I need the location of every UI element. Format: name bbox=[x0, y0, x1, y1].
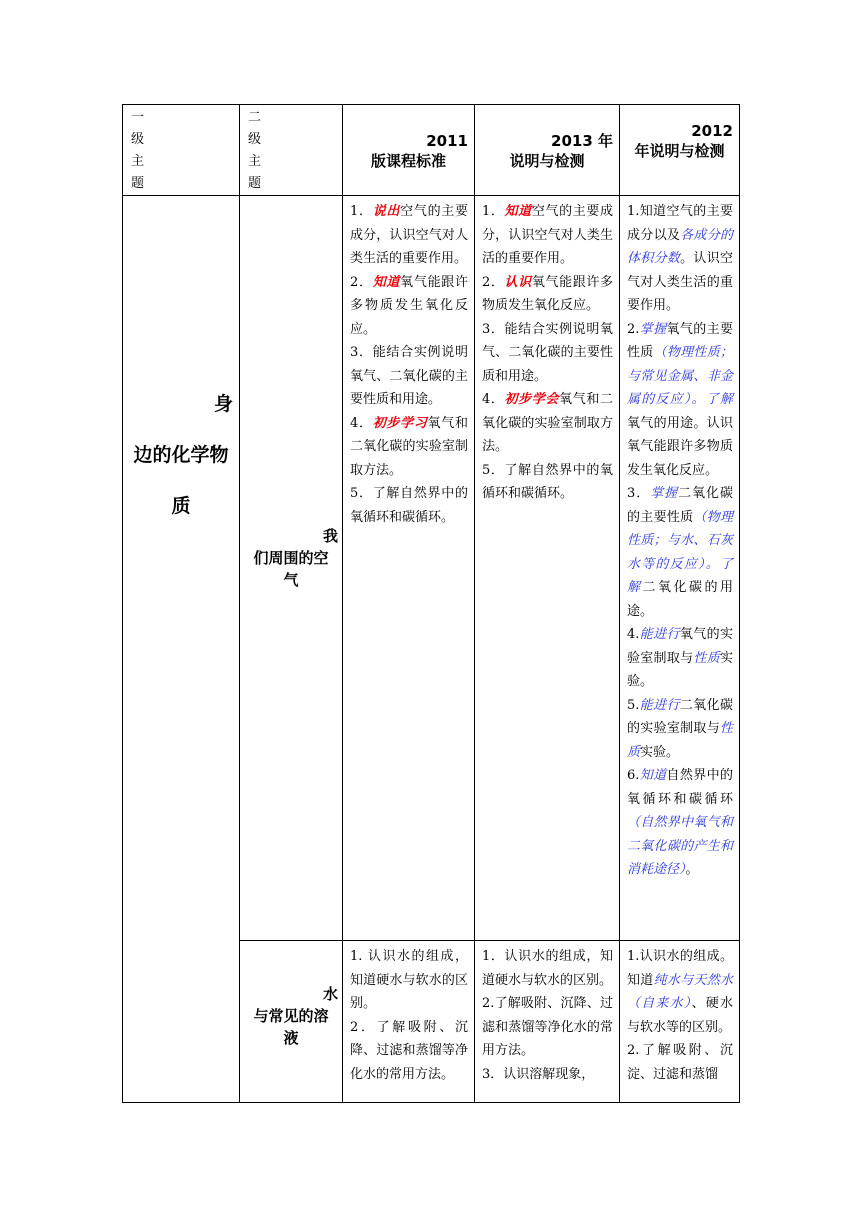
std2011-cell bbox=[343, 196, 475, 941]
body-text: 4. bbox=[627, 627, 640, 642]
body-text: 5．了解自然界中的氧循环和碳循环。 bbox=[350, 486, 468, 525]
body-text: 氧气和二氧化碳的实验室制取方法。 bbox=[350, 415, 468, 478]
exp2013-cell bbox=[475, 941, 620, 1103]
header-line: 2013 年 bbox=[551, 132, 613, 150]
header-line: 版课程标准 bbox=[370, 152, 446, 170]
emphasis-text: 掌握 bbox=[639, 321, 667, 337]
emphasis-text: 各成分的体积分数 bbox=[627, 227, 733, 266]
header-2011-standard bbox=[343, 105, 475, 196]
topic-line: 水 bbox=[322, 984, 338, 1003]
std2011-cell bbox=[343, 941, 475, 1103]
cell-paragraph bbox=[350, 1016, 468, 1087]
body-text: 1．认识水的组成，知道硬水与软水的区别。 bbox=[482, 949, 613, 988]
cell-paragraph bbox=[627, 694, 733, 765]
cell-paragraph bbox=[350, 412, 468, 483]
body-text: 二氧化碳的主要性质 bbox=[627, 486, 733, 525]
body-text: 氧气的用途。认识氧气能跟许多物质发生氧化反应。 bbox=[627, 415, 733, 478]
body-text: 2． bbox=[482, 274, 505, 290]
header-second-level-topic bbox=[240, 105, 343, 196]
cell-paragraph bbox=[482, 992, 613, 1063]
header-2012-explanation bbox=[620, 105, 740, 196]
body-text: 2． bbox=[350, 274, 373, 290]
cell-paragraph bbox=[627, 764, 733, 882]
header-char: 一 bbox=[131, 110, 145, 125]
header-line: 2012 bbox=[691, 122, 733, 140]
body-text: 自然界中的氧循环和碳循环 bbox=[627, 768, 733, 807]
body-text: 5．了解自然界中的氧循环和碳循环。 bbox=[482, 462, 613, 501]
emphasis-text: 掌握 bbox=[650, 486, 679, 501]
body-text: 6. bbox=[627, 768, 640, 783]
cell-paragraph bbox=[627, 482, 733, 623]
emphasis-text: 能进行 bbox=[639, 627, 680, 642]
cell-paragraph bbox=[482, 459, 613, 506]
exp2013-cell bbox=[475, 196, 620, 941]
cell-paragraph bbox=[350, 341, 468, 412]
header-line: 2011 bbox=[426, 132, 468, 150]
topic-line: 身 bbox=[213, 393, 233, 415]
cell-paragraph bbox=[482, 200, 613, 271]
cell-paragraph bbox=[627, 945, 733, 1039]
header-line: 年说明与检测 bbox=[634, 142, 725, 160]
emphasis-text: （物理性质；与常见金属、非金属的反应）。了解 bbox=[627, 345, 733, 407]
body-text: 3．能结合实例说明氧气、二氧化碳的主要性质和用途。 bbox=[482, 321, 613, 384]
emphasis-text: 说出 bbox=[372, 204, 401, 219]
cell-paragraph bbox=[627, 623, 733, 694]
header-char: 主 bbox=[131, 154, 145, 169]
topic-line: 与常见的溶 bbox=[253, 1006, 329, 1025]
exp2012-cell bbox=[620, 196, 740, 941]
header-char: 题 bbox=[248, 176, 262, 191]
cell-paragraph bbox=[482, 271, 613, 318]
body-text: 1.知道空气的主要成分以及 bbox=[627, 204, 733, 243]
cell-paragraph bbox=[627, 318, 733, 483]
body-text: 、硬水与软水等的区别。 bbox=[627, 996, 733, 1035]
cell-paragraph bbox=[482, 945, 613, 992]
body-text: 4． bbox=[350, 415, 373, 431]
body-text: 1.认识水的组成。知道 bbox=[627, 949, 733, 988]
body-text: 氧气能跟许多物质发生氧化反应。 bbox=[350, 274, 468, 337]
emphasis-text: 纯水与天然水（自来水） bbox=[627, 972, 733, 1011]
body-text: 氧气和二氧化碳的实验室制取方法。 bbox=[482, 392, 613, 454]
exp2012-cell bbox=[620, 941, 740, 1103]
body-text: 实验。 bbox=[627, 650, 733, 689]
body-text: 4． bbox=[482, 392, 505, 407]
table-row bbox=[123, 196, 740, 941]
header-first-level-topic bbox=[123, 105, 240, 196]
header-row bbox=[123, 105, 740, 196]
emphasis-text: 性质 bbox=[693, 650, 720, 666]
first-level-topic-cell bbox=[123, 196, 240, 1103]
topic-line: 们周围的空 bbox=[253, 549, 329, 567]
body-text: 二氧化碳的实验室制取与 bbox=[627, 697, 733, 736]
topic-line: 气 bbox=[283, 571, 299, 589]
cell-paragraph bbox=[627, 200, 733, 318]
emphasis-text: 能进行 bbox=[639, 697, 680, 713]
header-2013-explanation bbox=[475, 105, 620, 196]
body-text: 3． bbox=[627, 486, 651, 501]
header-char: 题 bbox=[131, 176, 145, 191]
header-line: 说明与检测 bbox=[509, 152, 585, 170]
body-text: 2.了解吸附、沉淀、过滤和蒸馏 bbox=[627, 1043, 733, 1082]
body-text: 。认识空气对人类生活的重要作用。 bbox=[627, 251, 733, 313]
emphasis-text: 知道 bbox=[639, 768, 667, 783]
cell-paragraph bbox=[350, 482, 468, 529]
emphasis-text: 知道 bbox=[372, 274, 401, 290]
emphasis-text: 认识 bbox=[504, 274, 532, 290]
second-level-topic-cell bbox=[240, 196, 343, 941]
emphasis-text: 初步学会 bbox=[504, 392, 560, 407]
body-text: 2. bbox=[627, 321, 640, 337]
cell-paragraph bbox=[350, 271, 468, 342]
cell-paragraph bbox=[350, 200, 468, 271]
cell-paragraph bbox=[350, 945, 468, 1016]
body-text: 实验。 bbox=[640, 744, 680, 760]
topic-line: 边的化学物 bbox=[133, 444, 229, 466]
body-text: 氧气的实验室制取与 bbox=[627, 627, 733, 666]
body-text: 3．认识溶解现象， bbox=[482, 1066, 595, 1082]
body-text: 二氧化碳的用途。 bbox=[627, 580, 733, 619]
body-text: 。 bbox=[685, 862, 699, 877]
emphasis-text: （自然界中氧气和二氧化碳的产生和消耗途径） bbox=[627, 815, 733, 877]
body-text: 氧气能跟许多物质发生氧化反应。 bbox=[482, 274, 613, 313]
cell-paragraph bbox=[482, 318, 613, 389]
cell-paragraph bbox=[482, 388, 613, 459]
topic-line: 液 bbox=[283, 1028, 299, 1047]
header-char: 主 bbox=[248, 154, 262, 169]
body-text: 5. bbox=[627, 697, 640, 713]
body-text: 1． bbox=[350, 204, 373, 219]
body-text: 2.了解吸附、沉降、过滤和蒸馏等净化水的常用方法。 bbox=[482, 996, 613, 1058]
header-char: 级 bbox=[131, 132, 145, 147]
cell-paragraph bbox=[482, 1063, 613, 1087]
second-level-topic-cell bbox=[240, 941, 343, 1103]
cell-paragraph bbox=[627, 1039, 733, 1086]
body-text: 1． bbox=[482, 204, 505, 219]
topic-line: 我 bbox=[322, 527, 338, 545]
header-char: 二 bbox=[248, 110, 262, 125]
topic-line: 质 bbox=[171, 495, 191, 517]
body-text: 1. 认识水的组成，知道硬水与软水的区别。 bbox=[350, 949, 468, 1011]
comparison-table bbox=[122, 104, 740, 1103]
emphasis-text: 知道 bbox=[504, 204, 532, 219]
body-text: 空气的主要成分，认识空气对人类生活的重要作用。 bbox=[350, 204, 468, 266]
emphasis-text: （物理性质；与水、石灰水等的反应）。了解 bbox=[627, 509, 733, 595]
body-text: 氧气的主要性质 bbox=[627, 321, 733, 360]
emphasis-text: 初步学习 bbox=[372, 415, 428, 431]
emphasis-text: 性质 bbox=[627, 721, 733, 760]
body-text: 2．了解吸附、沉降、过滤和蒸馏等净化水的常用方法。 bbox=[350, 1019, 468, 1082]
body-text: 空气的主要成分，认识空气对人类生活的重要作用。 bbox=[482, 204, 613, 266]
body-text: 3．能结合实例说明氧气、二氧化碳的主要性质和用途。 bbox=[350, 345, 468, 407]
header-char: 级 bbox=[248, 132, 262, 147]
